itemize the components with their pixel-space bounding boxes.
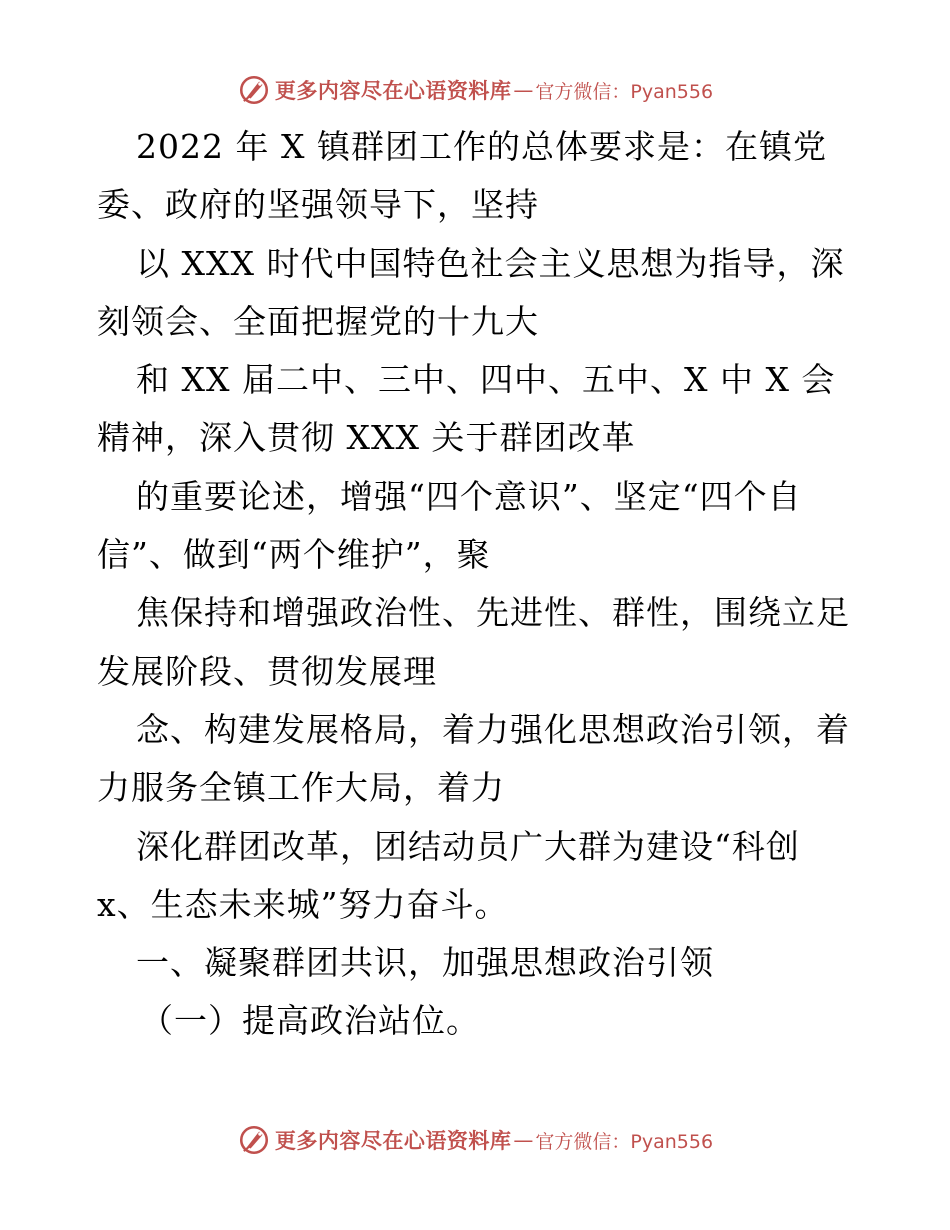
paragraph-line: 委、政府的坚强领导下，坚持 xyxy=(97,185,539,225)
paragraph-line: 深化群团改革，团结动员广大群为建设“科创 xyxy=(136,826,800,866)
paragraph-line: 的重要论述，增强“四个意识”、坚定“四个自 xyxy=(136,476,802,516)
pen-nib-logo-icon xyxy=(237,1123,271,1157)
watermark-separator: — xyxy=(513,1128,534,1152)
paragraph-line: 2022 年 X 镇群团工作的总体要求是：在镇党 xyxy=(136,127,827,166)
watermark-contact-text: 官方微信：Pyan556 xyxy=(535,80,714,103)
paragraph xyxy=(97,351,857,468)
header-watermark xyxy=(0,72,950,108)
paragraph xyxy=(97,118,857,235)
watermark-brand-text: 更多内容尽在心语资料库 xyxy=(274,1128,512,1153)
paragraph-line: 信”、做到“两个维护”，聚 xyxy=(97,535,491,575)
paragraph xyxy=(97,818,857,935)
paragraph xyxy=(97,468,857,585)
paragraph-line: 力服务全镇工作大局，着力 xyxy=(97,768,505,808)
section-heading: 一、凝聚群团共识，加强思想政治引领 xyxy=(136,943,714,983)
document-body xyxy=(97,118,857,1051)
paragraph-line: 念、构建发展格局，着力强化思想政治引领，着 xyxy=(136,709,850,749)
pen-nib-logo-icon xyxy=(237,73,271,107)
watermark-separator: — xyxy=(513,78,534,102)
paragraph-line: 发展阶段、贯彻发展理 xyxy=(97,651,437,691)
paragraph xyxy=(97,235,857,352)
paragraph-line: 以 XXX 时代中国特色社会主义思想为指导，深 xyxy=(136,243,845,283)
subsection-heading: （一）提高政治站位。 xyxy=(140,1001,480,1041)
watermark-brand-text: 更多内容尽在心语资料库 xyxy=(274,78,512,103)
paragraph xyxy=(97,701,857,818)
paragraph-line: 刻领会、全面把握党的十九大 xyxy=(97,301,539,341)
paragraph-line: 焦保持和增强政治性、先进性、群性，围绕立足 xyxy=(136,593,850,633)
paragraph-line: 精神，深入贯彻 XXX 关于群团改革 xyxy=(97,418,636,458)
paragraph-line: 和 XX 届二中、三中、四中、五中、X 中 X 会 xyxy=(136,360,836,400)
watermark-contact-text: 官方微信：Pyan556 xyxy=(535,1130,714,1153)
footer-watermark xyxy=(0,1122,950,1158)
paragraph-line: x、生态未来城”努力奋斗。 xyxy=(97,884,509,924)
paragraph xyxy=(97,584,857,701)
